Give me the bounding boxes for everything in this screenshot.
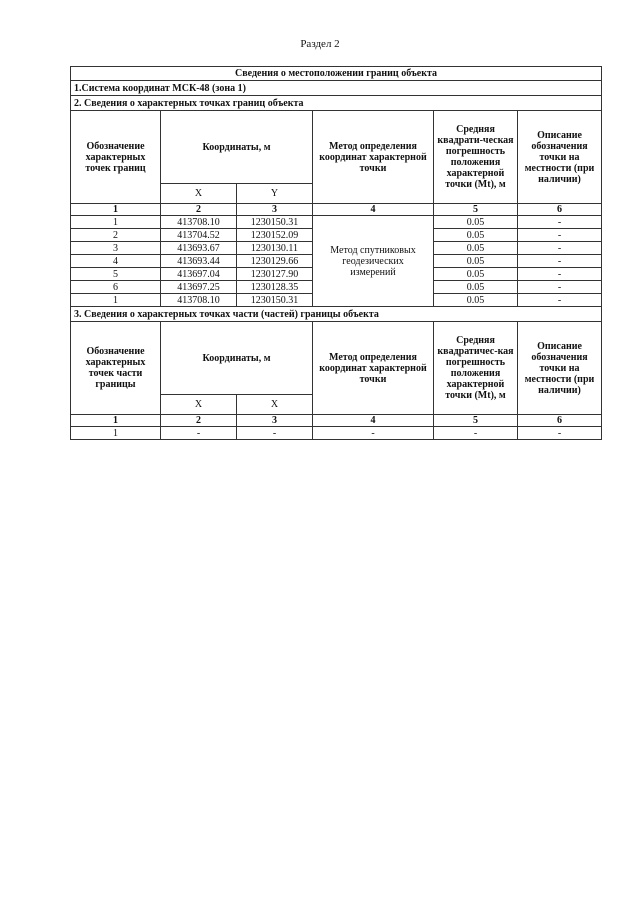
col-number: 5 xyxy=(434,204,518,216)
cell-description: - xyxy=(518,268,602,281)
col-header-coords: Координаты, м xyxy=(161,111,313,184)
col-number: 6 xyxy=(518,415,602,427)
table-row xyxy=(71,427,602,440)
cell-description: - xyxy=(518,255,602,268)
col-number: 4 xyxy=(313,204,434,216)
cell-x: 413697.04 xyxy=(161,268,237,281)
cell-point: 1 xyxy=(71,216,161,229)
cell-point: 4 xyxy=(71,255,161,268)
col-header-x2: X xyxy=(237,395,313,415)
cell-x: 413708.10 xyxy=(161,216,237,229)
cell-mt: 0.05 xyxy=(434,216,518,229)
col-number: 3 xyxy=(237,204,313,216)
col-header-mt: Средняя квадрати-ческая погрешность положения характерной точки (Mt), м xyxy=(434,111,518,204)
col-number: 2 xyxy=(161,415,237,427)
cell-point: 5 xyxy=(71,268,161,281)
col-header-method: Метод определения координат характерной точки xyxy=(313,322,434,415)
col-number: 5 xyxy=(434,415,518,427)
cell-description: - xyxy=(518,229,602,242)
col-number: 1 xyxy=(71,415,161,427)
cell-mt: - xyxy=(434,427,518,440)
cell-description: - xyxy=(518,294,602,307)
col-number: 2 xyxy=(161,204,237,216)
col-number: 4 xyxy=(313,415,434,427)
cell-x: 413693.67 xyxy=(161,242,237,255)
cell-mt: 0.05 xyxy=(434,294,518,307)
col-number: 1 xyxy=(71,204,161,216)
section-1-label: 1.Система координат МСК-48 (зона 1) xyxy=(71,81,602,96)
cell-mt: 0.05 xyxy=(434,255,518,268)
table-row xyxy=(71,216,602,229)
cell-y: 1230130.11 xyxy=(237,242,313,255)
cell-mt: 0.05 xyxy=(434,268,518,281)
col-header-description: Описание обозначения точки на местности (при наличии) xyxy=(518,111,602,204)
section-3-label: 3. Сведения о характерных точках части (частей) границы объекта xyxy=(71,307,602,322)
cell-y: 1230128.35 xyxy=(237,281,313,294)
col-header-x: X xyxy=(161,184,237,204)
cell-mt: 0.05 xyxy=(434,281,518,294)
cell-description: - xyxy=(518,242,602,255)
cell-point: 3 xyxy=(71,242,161,255)
cell-x: 413704.52 xyxy=(161,229,237,242)
cell-y: 1230127.90 xyxy=(237,268,313,281)
cell-y: 1230150.31 xyxy=(237,216,313,229)
cell-point: 1 xyxy=(71,427,161,440)
col-header-x: X xyxy=(161,395,237,415)
cell-method: - xyxy=(313,427,434,440)
cell-mt: 0.05 xyxy=(434,229,518,242)
cell-x: 413708.10 xyxy=(161,294,237,307)
cell-y: 1230129.66 xyxy=(237,255,313,268)
col-header-coords: Координаты, м xyxy=(161,322,313,395)
col-number: 6 xyxy=(518,204,602,216)
cell-method: Метод спутниковых геодезических измерений xyxy=(313,216,434,307)
cell-y: - xyxy=(237,427,313,440)
page-title: Раздел 2 xyxy=(300,38,340,50)
cell-description: - xyxy=(518,281,602,294)
table-title: Сведения о местоположении границ объекта xyxy=(71,67,602,81)
cell-point: 2 xyxy=(71,229,161,242)
col-header-mt: Средняя квадратичес-кая погрешность положения характерной точки (Mt), м xyxy=(434,322,518,415)
col-header-point: Обозначение характерных точек части границы xyxy=(71,322,161,415)
cell-point: 6 xyxy=(71,281,161,294)
cell-y: 1230152.09 xyxy=(237,229,313,242)
col-header-description: Описание обозначения точки на местности (при наличии) xyxy=(518,322,602,415)
col-header-y: Y xyxy=(237,184,313,204)
boundary-table xyxy=(70,66,602,440)
cell-point: 1 xyxy=(71,294,161,307)
col-header-point: Обозначение характерных точек границ xyxy=(71,111,161,204)
col-header-method: Метод определения координат характерной точки xyxy=(313,111,434,204)
cell-x: - xyxy=(161,427,237,440)
cell-description: - xyxy=(518,427,602,440)
cell-description: - xyxy=(518,216,602,229)
cell-y: 1230150.31 xyxy=(237,294,313,307)
section-2-label: 2. Сведения о характерных точках границ объекта xyxy=(71,96,602,111)
cell-x: 413693.44 xyxy=(161,255,237,268)
cell-x: 413697.25 xyxy=(161,281,237,294)
col-number: 3 xyxy=(237,415,313,427)
cell-mt: 0.05 xyxy=(434,242,518,255)
